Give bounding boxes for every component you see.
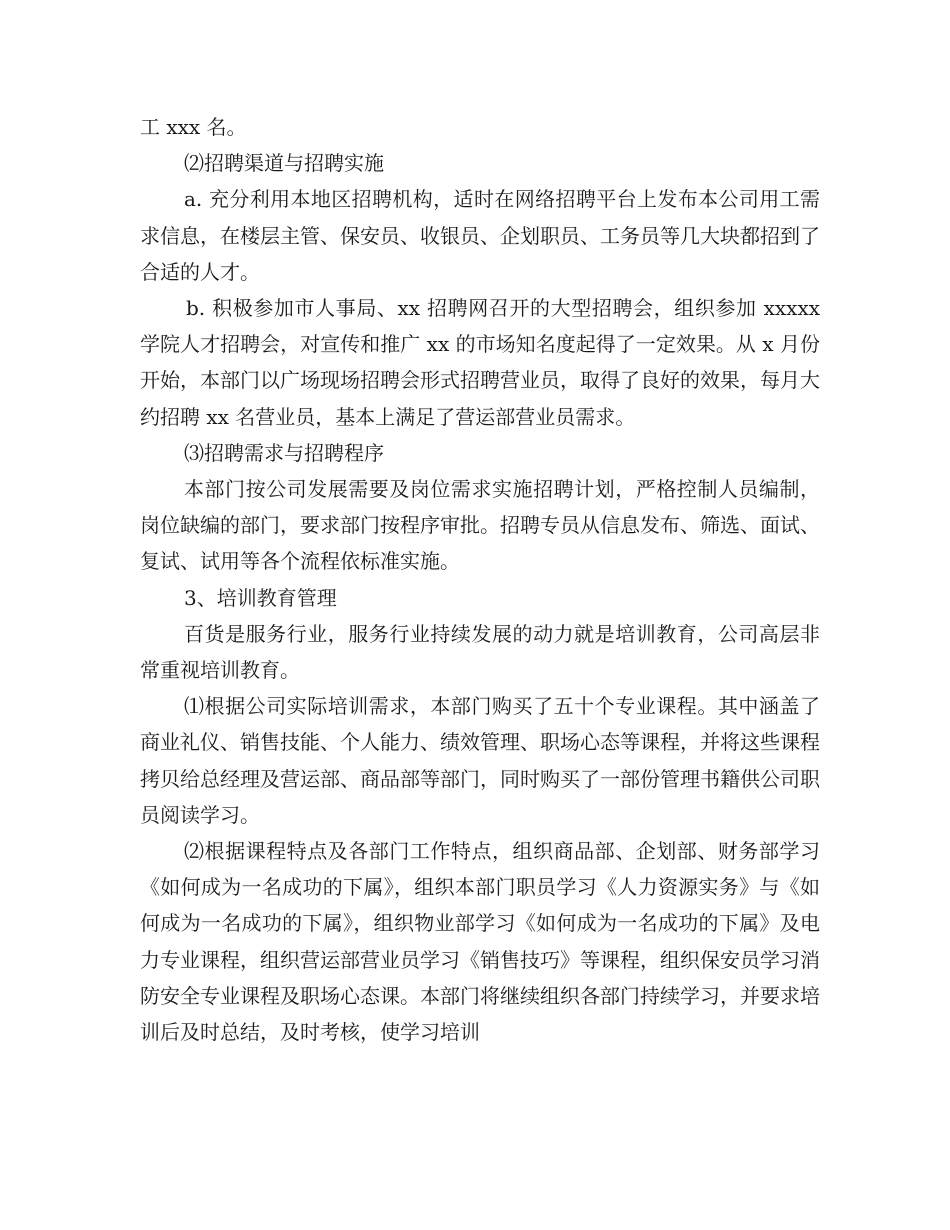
paragraph-item-b: b. 积极参加市人事局、xx 招聘网召开的大型招聘会，组织参加 xxxxx 学院人才招聘会，对宣传和推广 xx 的市场知名度起得了一定效果。从 x 月份开始，本部门以广场现场招聘会形式招聘营业员，取得了良好的效果，每月大约招聘 xx 名营业员，基本上满足了营运部营业员需求。 — [140, 296, 820, 429]
paragraph-training-courses: ⑴根据公司实际培训需求，本部门购买了五十个专业课程。其中涵盖了商业礼仪、销售技能、个人能力、绩效管理、职场心态等课程，并将这些课程拷贝给总经理及营运部、商品部等部门，同时购买了一部份管理书籍供公司职员阅读学习。 — [140, 694, 820, 827]
paragraph-training-organization: ⑵根据课程特点及各部门工作特点，组织商品部、企划部、财务部学习《如何成为一名成功的下属》，组织本部门职员学习《人力资源实务》与《如何成为一名成功的下属》，组织物业部学习《如何成为一名成功的下属》及电力专业课程，组织营运部营业员学习《销售技巧》等课程，组织保安员学习消防安全专业课程及职场心态课。本部门将继续组织各部门持续学习，并要求培训后及时总结，及时考核，使学习培训 — [140, 839, 820, 1045]
paragraph-training-intro: 百货是服务行业，服务行业持续发展的动力就是培训教育，公司高层非常重视培训教育。 — [140, 621, 820, 683]
heading-recruitment-procedure: ⑶招聘需求与招聘程序 — [184, 440, 384, 465]
heading-training-management: 3、培训教育管理 — [184, 585, 337, 610]
heading-recruitment-channels: ⑵招聘渠道与招聘实施 — [184, 151, 384, 176]
paragraph-continuation: 工 xxx 名。 — [140, 115, 247, 139]
document-body — [140, 109, 820, 1050]
paragraph-item-a: a. 充分利用本地区招聘机构，适时在网络招聘平台上发布本公司用工需求信息，在楼层主管、保安员、收银员、企划职员、工务员等几大块都招到了合适的人才。 — [140, 187, 820, 284]
paragraph-recruitment-procedure: 本部门按公司发展需要及岗位需求实施招聘计划，严格控制人员编制，岗位缺编的部门，要求部门按程序审批。招聘专员从信息发布、筛选、面试、复试、试用等各个流程依标准实施。 — [140, 477, 820, 574]
